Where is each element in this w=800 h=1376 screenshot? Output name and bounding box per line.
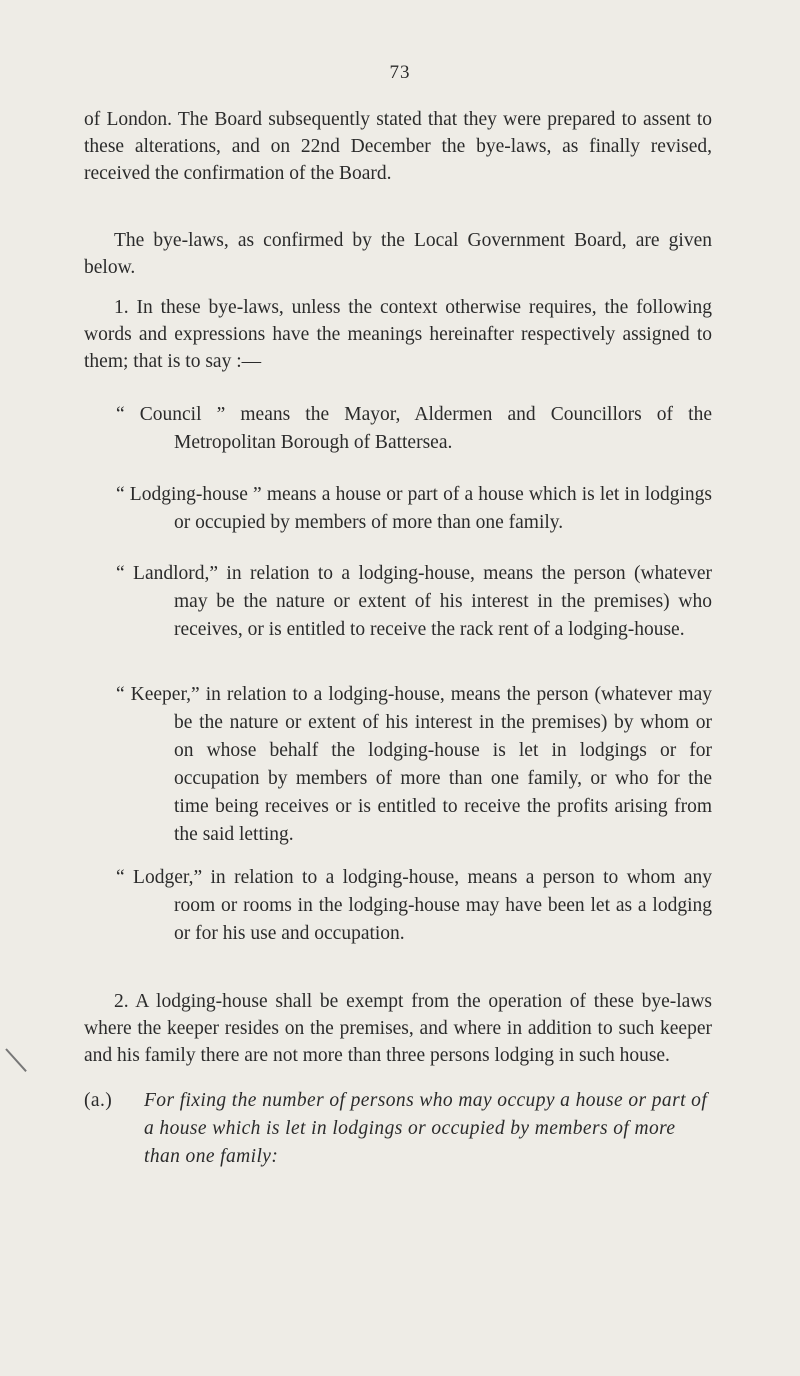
margin-pencil-mark xyxy=(5,1048,27,1072)
subclause-text: For fixing the number of persons who may occupy a house or part of a house which is let in lodgings or occupied by members of more than one family: xyxy=(144,1090,708,1167)
paragraph-intro: of London. The Board subsequently stated that they were prepared to assent to these alterations, and on 22nd December the bye-laws, as finally revised, received the confirmation of the Board. xyxy=(84,109,712,184)
subclause-marker: (a.) xyxy=(84,1090,113,1111)
definition-lodging-house: “ Lodging-house ” means a house or part of a house which is let in lodgings or occupied by members of more than one family. xyxy=(116,484,712,533)
definition-lodger: “ Lodger,” in relation to a lodging-house, means a person to whom any room or rooms in the lodging-house may have been let as a lodging or for his use and occupation. xyxy=(116,867,712,944)
paragraph-confirmed: The bye-laws, as confirmed by the Local Government Board, are given below. xyxy=(84,230,712,278)
subclause-a xyxy=(84,1087,712,1171)
definition-council: “ Council ” means the Mayor, Aldermen and Councillors of the Metropolitan Borough of Battersea. xyxy=(116,404,712,453)
clause-2: 2. A lodging-house shall be exempt from the operation of these bye-laws where the keeper resides on the premises, and where in addition to such keeper and his family there are not more than three persons lodging in such house. xyxy=(84,991,712,1066)
definition-keeper: “ Keeper,” in relation to a lodging-house, means the person (whatever may be the nature or extent of his interest in the premises) by whom or on whose behalf the lodging-house is let in lodgings or for occupation by members of more than one family, or who for the time being receives or is entitled to receive the profits arising from the said letting. xyxy=(116,684,712,845)
definition-landlord: “ Landlord,” in relation to a lodging-house, means the person (whatever may be the nature or extent of his interest in the premises) who receives, or is entitled to receive the rack rent of a lodging-house. xyxy=(116,563,712,640)
page-number: 73 xyxy=(389,62,411,83)
clause-1: 1. In these bye-laws, unless the context otherwise requires, the following words and expressions have the meanings hereinafter respectively assigned to them; that is to say :— xyxy=(84,297,712,372)
